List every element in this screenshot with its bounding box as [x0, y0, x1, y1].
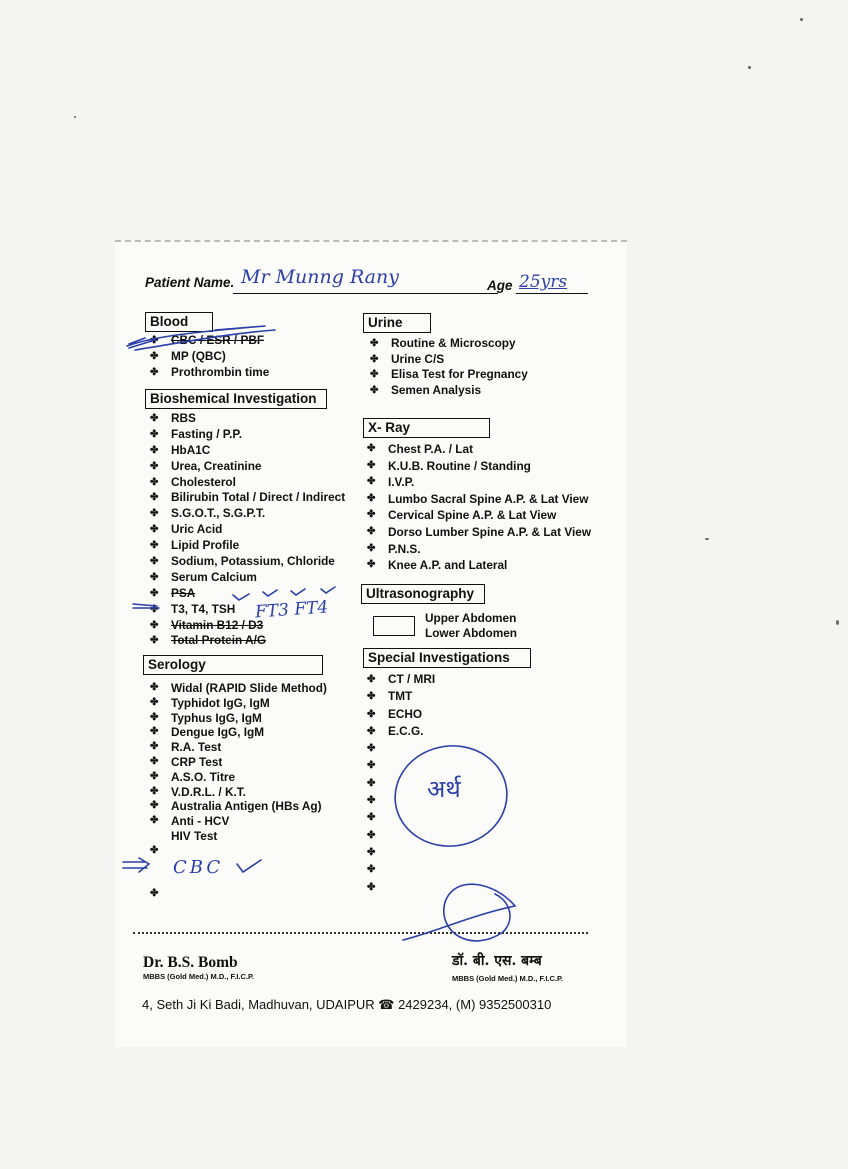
list-item: ✤ Cholesterol: [150, 474, 236, 489]
list-item: ✤ MP (QBC): [150, 348, 226, 363]
ultrasonography-heading: Ultrasonography: [361, 584, 485, 604]
doctor-name-en: Dr. B.S. Bomb MBBS (Gold Med.) M.D., F.I.C.P.: [143, 954, 255, 981]
list-item: ✤: [367, 864, 376, 876]
list-item: ✤ Cervical Spine A.P. & Lat View: [367, 508, 557, 523]
list-item: ✤ PSA: [150, 585, 196, 600]
scan-speck: [74, 116, 76, 118]
signature: [403, 884, 515, 941]
ink-annotations: [115, 242, 627, 1047]
list-item: ✤ E.C.G.: [367, 723, 424, 738]
list-item: ✤ ECHO: [367, 706, 423, 721]
list-item: ✤ Semen Analysis: [370, 382, 482, 397]
doctor-name-hi: डॉ. बी. एस. बम्ब MBBS (Gold Med.) M.D., F.I.C.P.: [452, 953, 564, 983]
list-item: ✤ I.V.P.: [367, 475, 415, 490]
list-item: ✤ HbA1C: [150, 442, 211, 457]
list-item: ✤: [150, 887, 159, 899]
list-item: ✤: [367, 881, 376, 893]
list-item: ✤ Serum Calcium: [150, 569, 257, 584]
list-item: HIV Test: [171, 828, 218, 843]
thyroid-strike-arrow: [133, 604, 159, 608]
list-item: ✤: [367, 829, 376, 841]
list-item: ✤ CBC / ESR / PBF: [150, 333, 265, 347]
list-item: ✤ Typhidot IgG, IgM: [150, 695, 270, 710]
handwritten-hindi-note: अर्थ: [427, 775, 461, 803]
patient-name-value: Mr Munng Rany: [241, 266, 399, 288]
list-item: ✤ Urine C/S: [370, 351, 445, 366]
list-item: ✤ R.A. Test: [150, 740, 222, 755]
scan-speck: [800, 18, 803, 21]
list-item: ✤ Chest P.A. / Lat: [367, 442, 474, 456]
list-item: ✤: [367, 846, 376, 858]
list-item: ✤: [367, 743, 376, 755]
list-item: ✤: [367, 777, 376, 789]
list-item: ✤ S.G.O.T., S.G.P.T.: [150, 506, 266, 521]
list-item: ✤ T3, T4, TSH: [150, 601, 236, 616]
handwritten-thyroid-note: FT3 FT4: [254, 597, 329, 623]
age-value: 25yrs: [519, 272, 568, 292]
scan-speck: [836, 620, 839, 625]
scan-speck: [705, 538, 709, 540]
list-item: ✤ Elisa Test for Pregnancy: [370, 367, 528, 381]
urine-heading: Urine: [363, 313, 431, 333]
list-item: ✤ P.N.S.: [367, 541, 421, 556]
list-item: ✤: [150, 844, 159, 856]
list-item: ✤ Sodium, Potassium, Chloride: [150, 554, 335, 569]
list-item: ✤ Lumbo Sacral Spine A.P. & Lat View: [367, 491, 589, 506]
list-item: ✤ RBS: [150, 411, 196, 425]
biochemical-heading: Bioshemical Investigation: [145, 389, 327, 409]
list-item: ✤ CT / MRI: [367, 672, 436, 686]
scan-speck: [748, 66, 751, 69]
doctor-qualification-en: MBBS (Gold Med.) M.D., F.I.C.P.: [143, 972, 255, 981]
special-heading: Special Investigations: [363, 648, 531, 668]
cbc-tick: [237, 860, 261, 872]
prescription-slip: [115, 240, 627, 1047]
doctor-qualification-hi: MBBS (Gold Med.) M.D., F.I.C.P.: [452, 974, 564, 983]
list-item: ✤ A.S.O. Titre: [150, 769, 236, 784]
list-item: ✤ Vitamin B12 / D3: [150, 617, 264, 632]
list-item: ✤ Typhus IgG, IgM: [150, 710, 262, 725]
list-item: ✤ Total Protein A/G: [150, 633, 267, 648]
list-item: ✤ K.U.B. Routine / Standing: [367, 458, 531, 473]
serology-heading: Serology: [143, 655, 323, 675]
list-item: ✤ V.D.R.L. / K.T.: [150, 784, 246, 799]
tick-marks: [233, 587, 335, 600]
age-label: Age: [487, 278, 513, 293]
list-item: ✤ CRP Test: [150, 754, 223, 769]
blood-heading: Blood: [145, 312, 213, 332]
list-item: ✤ Anti - HCV: [150, 814, 230, 829]
list-item: ✤ Prothrombin time: [150, 364, 270, 379]
patient-name-label: Patient Name.: [145, 275, 235, 290]
list-item: ✤: [367, 795, 376, 807]
list-item: ✤ TMT: [367, 689, 413, 704]
upper-abdomen-label: Upper Abdomen: [425, 611, 517, 625]
clinic-address: 4, Seth Ji Ki Badi, Madhuvan, UDAIPUR ☎ 2429234, (M) 9352500310: [142, 997, 552, 1012]
list-item: ✤: [367, 812, 376, 824]
list-item: ✤ Bilirubin Total / Direct / Indirect: [150, 490, 346, 505]
handwritten-cbc-note: CBC: [173, 857, 224, 878]
list-item: ✤ Routine & Microscopy: [370, 336, 516, 350]
hindi-note-circle: [389, 739, 514, 854]
list-item: ✤: [367, 760, 376, 772]
list-item: ✤ Urea, Creatinine: [150, 458, 262, 473]
cbc-arrow: [123, 858, 149, 872]
list-item: ✤ Dengue IgG, IgM: [150, 725, 265, 740]
blood-strike-scribble: [127, 326, 275, 350]
list-item: ✤ Uric Acid: [150, 522, 223, 537]
list-item: ✤ Widal (RAPID Slide Method): [150, 681, 327, 695]
list-item: ✤ Dorso Lumber Spine A.P. & Lat View: [367, 524, 591, 539]
list-item: ✤ Lipid Profile: [150, 538, 240, 553]
list-item: ✤ Knee A.P. and Lateral: [367, 558, 508, 573]
lower-abdomen-label: Lower Abdomen: [425, 626, 517, 640]
xray-heading: X- Ray: [363, 418, 490, 438]
list-item: ✤ Australia Antigen (HBs Ag): [150, 799, 322, 814]
list-item: ✤ Fasting / P.P.: [150, 426, 243, 441]
